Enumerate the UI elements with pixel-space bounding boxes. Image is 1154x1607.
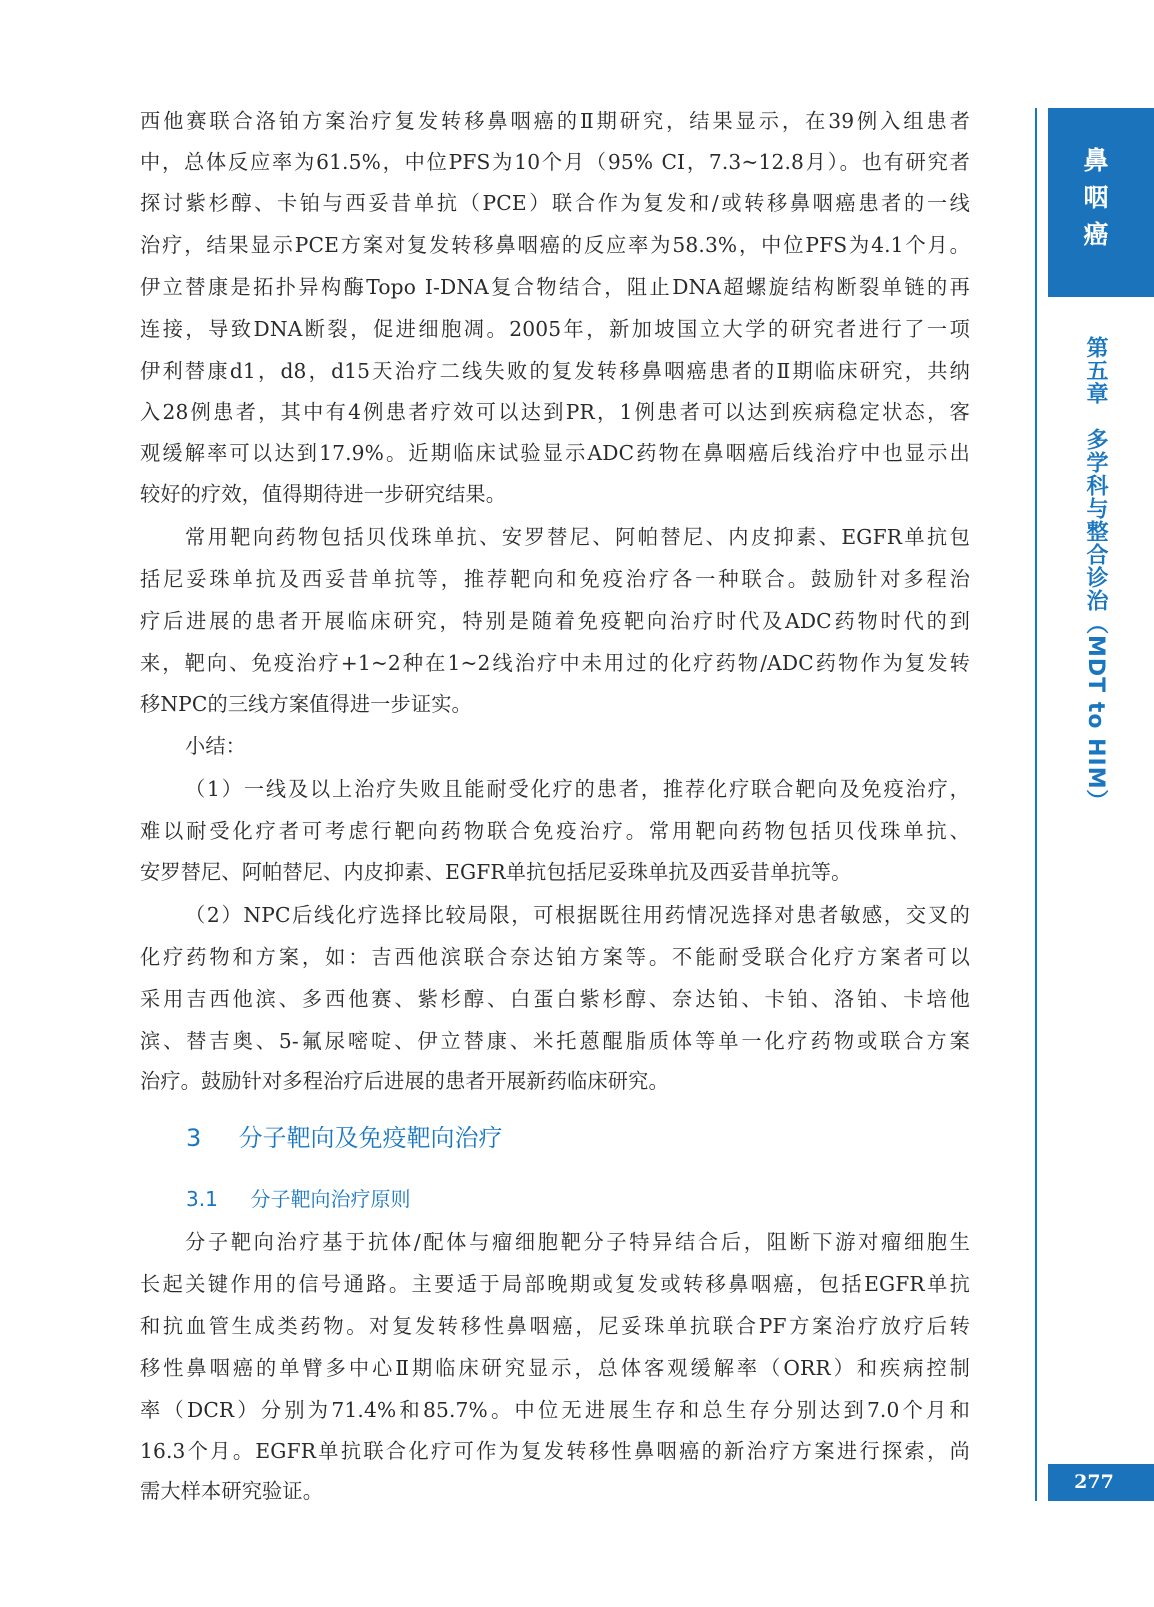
- text-line: 西他赛联合洛铂方案治疗复发转移鼻咽癌的Ⅱ期研究，结果显示，在39例入组患者: [140, 109, 970, 133]
- page-number: 277: [1074, 1471, 1114, 1493]
- text-line: 率（DCR）分别为71.4%和85.7%。中位无进展生存和总生存分别达到7.0个月和: [140, 1398, 970, 1422]
- text-line: 括尼妥珠单抗及西妥昔单抗等，推荐靶向和免疫治疗各一种联合。鼓励针对多程治: [140, 567, 970, 591]
- text-line: （2）NPC后线化疗选择比较局限，可根据既往用药情况选择对患者敏感，交叉的: [185, 903, 970, 927]
- text-line: 疗后进展的患者开展临床研究，特别是随着免疫靶向治疗时代及ADC药物时代的到: [140, 609, 970, 633]
- text-line: 化疗药物和方案，如：吉西他滨联合奈达铂方案等。不能耐受联合化疗方案者可以: [140, 945, 970, 969]
- text-line: 治疗，结果显示PCE方案对复发转移鼻咽癌的反应率为58.3%，中位PFS为4.1个月。: [140, 233, 970, 257]
- text-line: 较好的疗效，值得期待进一步研究结果。: [140, 482, 507, 506]
- subsection-title: 分子靶向治疗原则: [250, 1187, 411, 1211]
- text-line: 来，靶向、免疫治疗+1~2种在1~2线治疗中未用过的化疗药物/ADC药物作为复发转: [140, 651, 970, 675]
- thumb-tab-label: 鼻咽癌: [1080, 147, 1109, 258]
- text-line: 观缓解率可以达到17.9%。近期临床试验显示ADC药物在鼻咽癌后线治疗中也显示出: [140, 441, 970, 465]
- text-line: 需大样本研究验证。: [140, 1479, 324, 1503]
- text-line: 滨、替吉奥、5-氟尿嘧啶、伊立替康、米托蒽醌脂质体等单一化疗药物或联合方案: [140, 1029, 970, 1053]
- text-line: 常用靶向药物包括贝伐珠单抗、安罗替尼、阿帕替尼、内皮抑素、EGFR单抗包: [185, 525, 970, 549]
- text-line: 分子靶向治疗基于抗体/配体与瘤细胞靶分子特异结合后，阻断下游对瘤细胞生: [185, 1230, 970, 1254]
- text-line: 移NPC的三线方案值得进一步证实。: [140, 692, 472, 716]
- margin-rule: [1035, 108, 1037, 1501]
- summary-heading: 小结：: [185, 734, 247, 758]
- text-line: 连接，导致DNA断裂，促进细胞凋。2005年，新加坡国立大学的研究者进行了一项: [140, 317, 970, 341]
- text-line: 难以耐受化疗者可考虑行靶向药物联合免疫治疗。常用靶向药物包括贝伐珠单抗、: [140, 819, 970, 843]
- text-line: 入28例患者，其中有4例患者疗效可以达到PR，1例患者可以达到疾病稳定状态，客: [140, 400, 970, 424]
- text-line: （1）一线及以上治疗失败且能耐受化疗的患者，推荐化疗联合靶向及免疫治疗，: [185, 777, 970, 801]
- section-title: 分子靶向及免疫靶向治疗: [238, 1124, 503, 1152]
- section-heading: [186, 1118, 503, 1158]
- section-number: 3: [186, 1124, 202, 1152]
- text-line: 安罗替尼、阿帕替尼、内皮抑素、EGFR单抗包括尼妥珠单抗及西妥昔单抗等。: [140, 860, 852, 884]
- text-line: 和抗血管生成类药物。对复发转移性鼻咽癌，尼妥珠单抗联合PF方案治疗放疗后转: [140, 1314, 970, 1338]
- text-line: 探讨紫杉醇、卡铂与西妥昔单抗（PCE）联合作为复发和/或转移鼻咽癌患者的一线: [140, 191, 970, 215]
- text-line: 伊立替康是拓扑异构酶Topo I-DNA复合物结合，阻止DNA超螺旋结构断裂单链的再: [140, 275, 970, 299]
- text-line: 移性鼻咽癌的单臂多中心Ⅱ期临床研究显示，总体客观缓解率（ORR）和疾病控制: [140, 1356, 970, 1380]
- text-line: 伊利替康d1，d8，d15天治疗二线失败的复发转移鼻咽癌患者的Ⅱ期临床研究，共纳: [140, 359, 970, 383]
- subsection-number: 3.1: [186, 1187, 218, 1211]
- text-line: 16.3个月。EGFR单抗联合化疗可作为复发转移性鼻咽癌的新治疗方案进行探索，尚: [140, 1439, 970, 1463]
- subsection-heading: [186, 1181, 411, 1217]
- text-line: 治疗。鼓励针对多程治疗后进展的患者开展新药临床研究。: [140, 1069, 669, 1093]
- text-line: 中，总体反应率为61.5%，中位PFS为10个月（95% CI，7.3~12.8月）。也有研究者: [140, 150, 970, 174]
- text-line: 长起关键作用的信号通路。主要适于局部晚期或复发或转移鼻咽癌，包括EGFR单抗: [140, 1272, 970, 1296]
- running-chapter-title: 第五章 多学科与整合诊治（MDT to HIM）: [1083, 336, 1108, 813]
- text-line: 采用吉西他滨、多西他赛、紫杉醇、白蛋白紫杉醇、奈达铂、卡铂、洛铂、卡培他: [140, 987, 970, 1011]
